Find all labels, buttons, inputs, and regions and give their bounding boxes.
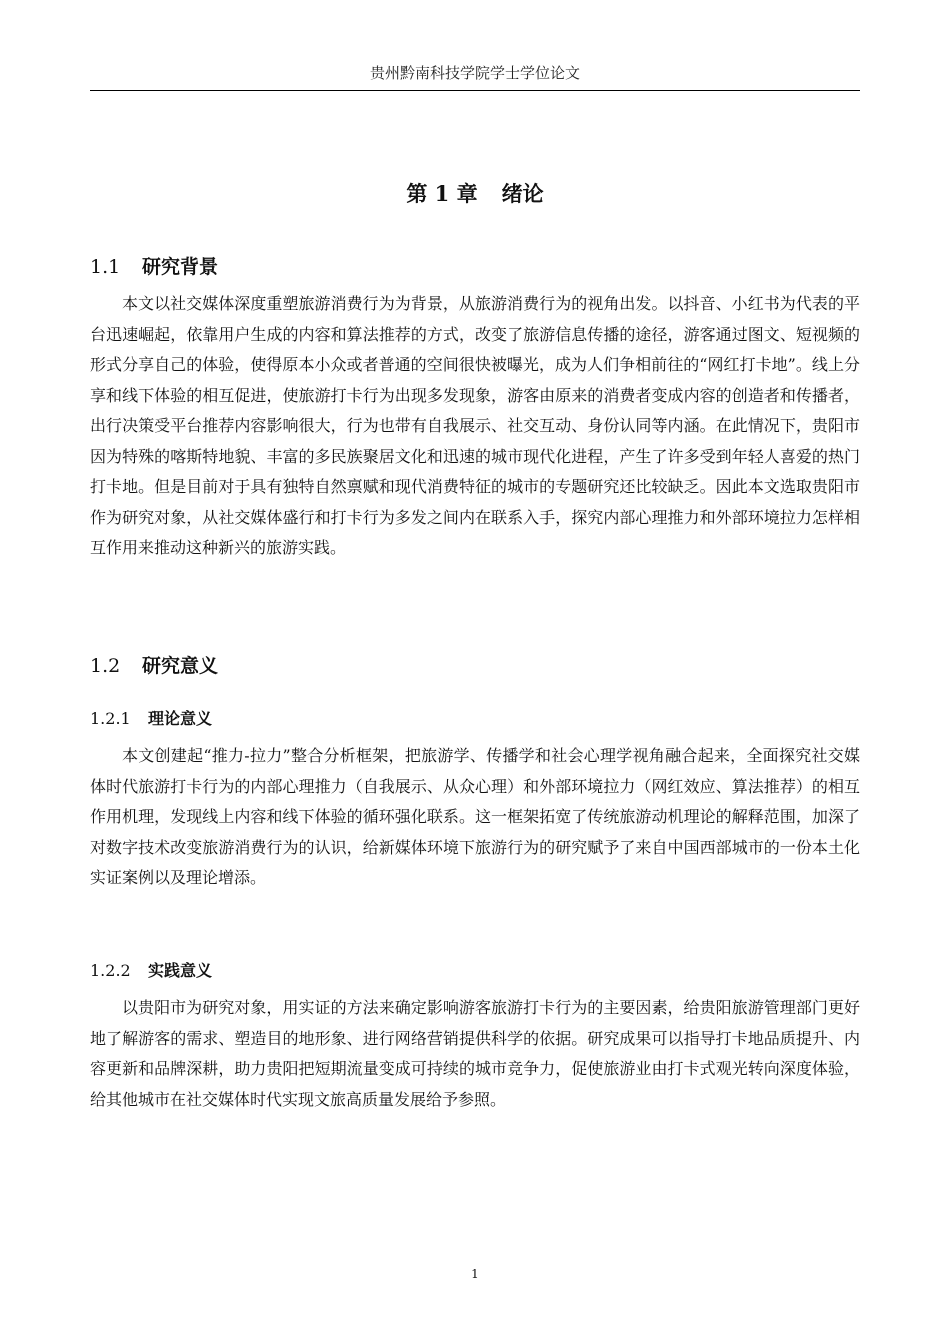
header-rule [90,90,860,91]
subsection-heading-1-2-2 [90,958,212,981]
chapter-number: 第 1 章 [406,181,478,206]
section-number: 1.1 [90,256,121,278]
running-header: 贵州黔南科技学院学士学位论文 [369,64,580,82]
section-number: 1.2 [90,655,121,677]
subsection-number: 1.2.2 [90,961,131,980]
subsection-title: 实践意义 [148,961,213,980]
chapter-name: 绪论 [501,181,544,206]
chapter-title [90,178,860,208]
section-heading-1-1 [90,252,218,279]
section-title: 研究背景 [142,256,219,278]
paragraph-practice: 以贵阳市为研究对象，用实证的方法来确定影响游客旅游打卡行为的主要因素，给贵阳旅游管理部门更好地了解游客的需求、塑造目的地形象、进行网络营销提供科学的依据。研究成果可以指导打卡地品质提升、内容更新和品牌深耕，助力贵阳把短期流量变成可持续的城市竞争力，促使旅游业由打卡式观光转向深度体验，给其他城市在社交媒体时代实现文旅高质量发展给予参照。 [90,998,860,1109]
section-heading-1-2 [90,651,218,678]
subsection-title: 理论意义 [148,709,213,728]
paragraph-background: 本文以社交媒体深度重塑旅游消费行为为背景，从旅游消费行为的视角出发。以抖音、小红书为代表的平台迅速崛起，依靠用户生成的内容和算法推荐的方式，改变了旅游信息传播的途径，游客通过图文、短视频的形式分享自己的体验，使得原本小众或者普通的空间很快被曝光，成为人们争相前往的“网红打卡地”。线上分享和线下体验的相互促进，使旅游打卡行为出现多发现象，游客由原来的消费者变成内容的创造者和传播者，出行决策受平台推荐内容影响很大，行为也带有自我展示、社交互动、身份认同等内涵。在此情况下，贵阳市因为特殊的喀斯特地貌、丰富的多民族聚居文化和迅速的城市现代化进程，产生了许多受到年轻人喜爱的热门打卡地。但是目前对于具有独特自然禀赋和现代消费特征的城市的专题研究还比较缺乏。因此本文选取贵阳市作为研究对象，从社交媒体盛行和打卡行为多发之间内在联系入手，探究内部心理推力和外部环境拉力怎样相互作用来推动这种新兴的旅游实践。 [90,294,860,557]
paragraph-theory: 本文创建起“推力-拉力”整合分析框架，把旅游学、传播学和社会心理学视角融合起来，全面探究社交媒体时代旅游打卡行为的内部心理推力（自我展示、从众心理）和外部环境拉力（网红效应、算法推荐）的相互作用机理，发现线上内容和线下体验的循环强化联系。这一框架拓宽了传统旅游动机理论的解释范围，加深了对数字技术改变旅游消费行为的认识，给新媒体环境下旅游行为的研究赋予了来自中国西部城市的一份本土化实证案例以及理论增添。 [90,746,860,887]
subsection-heading-1-2-1 [90,706,212,729]
subsection-number: 1.2.1 [90,709,131,728]
section-title: 研究意义 [142,655,219,677]
page-number: 1 [471,1267,479,1281]
